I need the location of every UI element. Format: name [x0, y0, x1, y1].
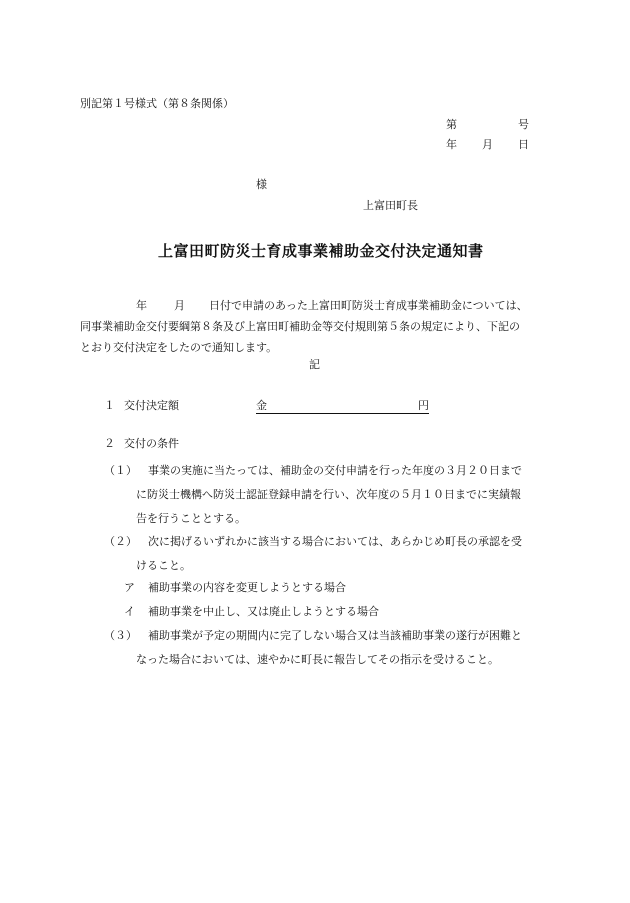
- condition-3-line-1: 補助事業が予定の期間内に完了しない場合又は当該補助事業の遂行が困難と: [148, 629, 522, 642]
- condition-1-line-2: に防災士機構へ防災士認証登録申請を行い、次年度の５月１０日までに実績報: [136, 488, 521, 501]
- condition-2-number: （２）: [104, 535, 137, 548]
- doc-number-suffix: 号: [518, 118, 529, 131]
- intro-line2: 同事業補助金交付要綱第８条及び上富田町補助金等交付規則第５条の規定により、下記の: [80, 320, 520, 333]
- sub-item-a-kana: ア: [124, 581, 135, 594]
- sender-title: 上富田町長: [363, 199, 418, 212]
- amount-suffix: 円: [418, 399, 429, 412]
- section1-number: １: [104, 399, 115, 412]
- amount-prefix: 金: [256, 399, 267, 412]
- sub-item-i-text: 補助事業を中止し、又は廃止しようとする場合: [148, 605, 379, 618]
- ki-mark: 記: [309, 358, 320, 371]
- section1-label: 交付決定額: [124, 399, 179, 412]
- date-day: 日: [518, 138, 529, 151]
- sub-item-i-kana: イ: [124, 605, 135, 618]
- addressee-honorific: 様: [256, 178, 267, 191]
- condition-1-line-1: 事業の実施に当たっては、補助金の交付申請を行った年度の３月２０日まで: [148, 464, 522, 477]
- document-title: 上富田町防災士育成事業補助金交付決定通知書: [158, 242, 484, 260]
- condition-3-line-2: なった場合においては、速やかに町長に報告してその指示を受けること。: [136, 653, 499, 666]
- intro-line1: 日付で申請のあった上富田町防災士育成事業補助金については、: [209, 299, 528, 312]
- condition-3-number: （３）: [104, 629, 137, 642]
- condition-2-line-1: 次に掲げるいずれかに該当する場合においては、あらかじめ町長の承認を受: [148, 535, 522, 548]
- condition-1-line-3: 告を行うこととする。: [136, 512, 246, 525]
- date-year: 年: [446, 138, 457, 151]
- date-month: 月: [482, 138, 493, 151]
- doc-number-prefix: 第: [446, 118, 457, 131]
- intro-line3: とおり交付決定をしたので通知します。: [80, 341, 278, 354]
- condition-2-line-2: けること。: [136, 559, 191, 572]
- form-label: 別記第１号様式（第８条関係）: [80, 97, 234, 110]
- condition-1-number: （１）: [104, 464, 137, 477]
- intro-month: 月: [174, 299, 185, 312]
- intro-year: 年: [136, 299, 147, 312]
- section2-label: 交付の条件: [124, 437, 179, 450]
- amount-field: [256, 398, 429, 414]
- section2-number: ２: [104, 437, 115, 450]
- sub-item-a-text: 補助事業の内容を変更しようとする場合: [148, 581, 346, 594]
